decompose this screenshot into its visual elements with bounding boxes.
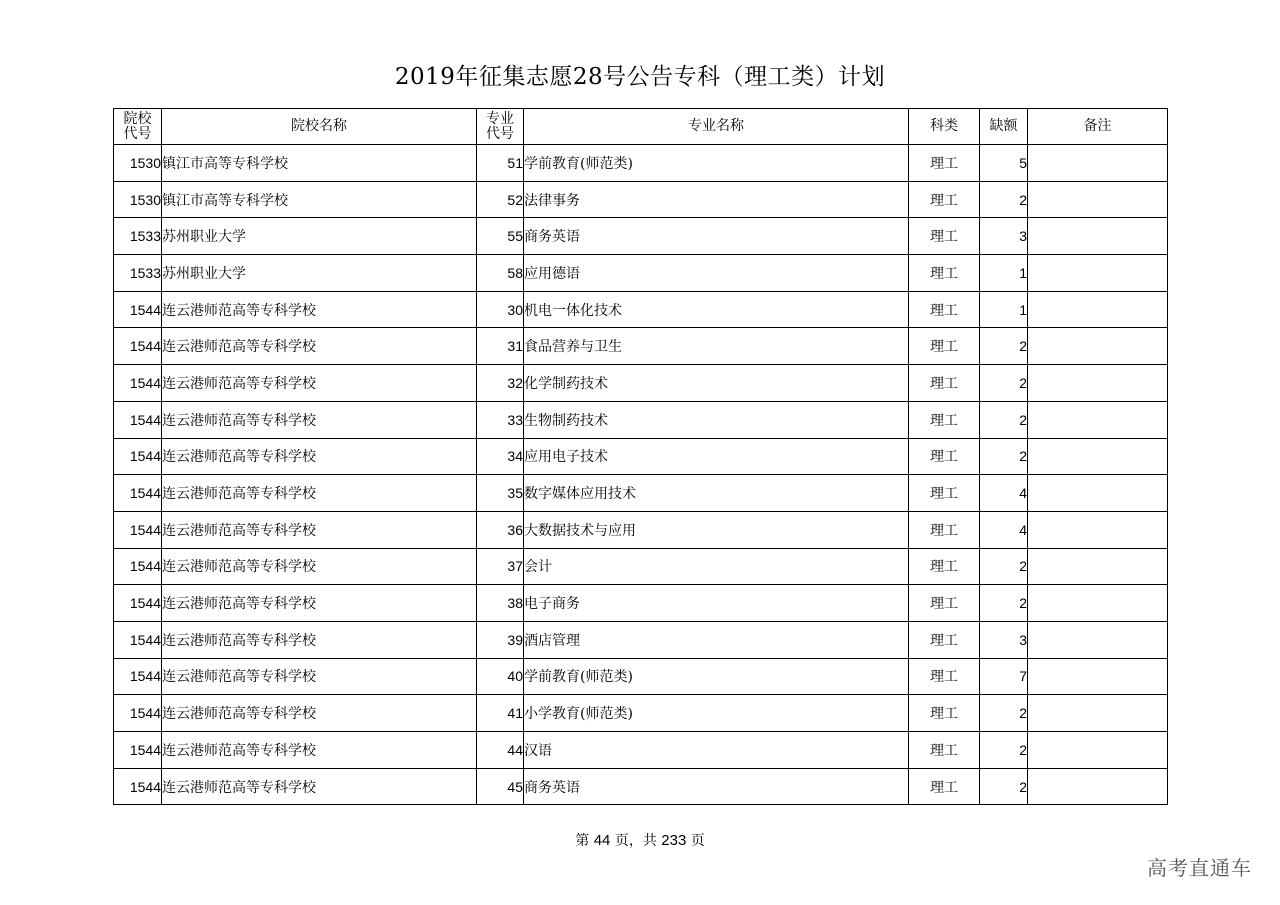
cell-school-code: 1544 [114, 585, 162, 622]
cell-major-name: 生物制药技术 [524, 401, 909, 438]
cell-vacancies: 1 [980, 255, 1028, 292]
header-major-code-line2: 代号 [486, 125, 514, 142]
cell-school-code: 1544 [114, 328, 162, 365]
cell-school-name: 连云港师范高等专科学校 [162, 658, 477, 695]
cell-vacancies: 2 [980, 365, 1028, 402]
cell-major-name: 法律事务 [524, 181, 909, 218]
header-major-name: 专业名称 [524, 109, 909, 145]
cell-major-code: 31 [477, 328, 524, 365]
page-number: 44 [593, 832, 611, 849]
cell-notes [1028, 255, 1168, 292]
header-category: 科类 [909, 109, 980, 145]
table-header [114, 109, 1168, 145]
header-school-code-line2: 代号 [123, 125, 152, 142]
cell-major-code: 58 [477, 255, 524, 292]
cell-school-code: 1544 [114, 621, 162, 658]
cell-major-name: 会计 [524, 548, 909, 585]
cell-school-code: 1544 [114, 548, 162, 585]
cell-major-name: 应用德语 [524, 255, 909, 292]
cell-vacancies: 2 [980, 438, 1028, 475]
cell-category: 理工 [909, 438, 980, 475]
cell-category: 理工 [909, 145, 980, 182]
cell-major-name: 化学制药技术 [524, 365, 909, 402]
cell-school-name: 连云港师范高等专科学校 [162, 695, 477, 732]
cell-school-code: 1544 [114, 475, 162, 512]
cell-school-code: 1530 [114, 181, 162, 218]
table-row [114, 365, 1168, 402]
cell-vacancies: 2 [980, 695, 1028, 732]
cell-category: 理工 [909, 621, 980, 658]
table-row [114, 255, 1168, 292]
cell-major-name: 机电一体化技术 [524, 291, 909, 328]
cell-notes [1028, 181, 1168, 218]
cell-notes [1028, 732, 1168, 769]
cell-notes [1028, 621, 1168, 658]
cell-major-name: 电子商务 [524, 585, 909, 622]
header-school-code [114, 109, 162, 145]
cell-major-code: 32 [477, 365, 524, 402]
table-row [114, 218, 1168, 255]
cell-major-code: 41 [477, 695, 524, 732]
cell-school-name: 连云港师范高等专科学校 [162, 732, 477, 769]
cell-vacancies: 3 [980, 621, 1028, 658]
cell-school-code: 1533 [114, 255, 162, 292]
cell-notes [1028, 145, 1168, 182]
cell-category: 理工 [909, 291, 980, 328]
cell-category: 理工 [909, 328, 980, 365]
cell-vacancies: 3 [980, 218, 1028, 255]
cell-major-name: 食品营养与卫生 [524, 328, 909, 365]
page-suffix: 页 [690, 833, 705, 849]
header-row [114, 109, 1168, 145]
cell-school-name: 连云港师范高等专科学校 [162, 291, 477, 328]
cell-notes [1028, 658, 1168, 695]
cell-school-code: 1544 [114, 291, 162, 328]
cell-vacancies: 4 [980, 511, 1028, 548]
table-row [114, 328, 1168, 365]
cell-major-name: 学前教育(师范类) [524, 145, 909, 182]
cell-major-name: 小学教育(师范类) [524, 695, 909, 732]
cell-vacancies: 1 [980, 291, 1028, 328]
cell-school-code: 1544 [114, 365, 162, 402]
header-vacancies: 缺额 [980, 109, 1028, 145]
cell-vacancies: 5 [980, 145, 1028, 182]
cell-major-code: 34 [477, 438, 524, 475]
cell-major-name: 汉语 [524, 732, 909, 769]
page-footer [0, 830, 1280, 850]
cell-category: 理工 [909, 768, 980, 805]
cell-vacancies: 2 [980, 585, 1028, 622]
cell-vacancies: 2 [980, 768, 1028, 805]
cell-category: 理工 [909, 695, 980, 732]
cell-major-name: 大数据技术与应用 [524, 511, 909, 548]
table-row [114, 732, 1168, 769]
cell-category: 理工 [909, 585, 980, 622]
cell-school-name: 连云港师范高等专科学校 [162, 328, 477, 365]
cell-notes [1028, 438, 1168, 475]
cell-major-code: 52 [477, 181, 524, 218]
table-row [114, 768, 1168, 805]
cell-category: 理工 [909, 181, 980, 218]
table-row [114, 145, 1168, 182]
cell-major-code: 36 [477, 511, 524, 548]
table-row [114, 585, 1168, 622]
cell-major-code: 39 [477, 621, 524, 658]
table-row [114, 401, 1168, 438]
cell-category: 理工 [909, 511, 980, 548]
cell-category: 理工 [909, 475, 980, 512]
total-pages: 233 [661, 832, 687, 849]
cell-notes [1028, 475, 1168, 512]
cell-major-name: 商务英语 [524, 218, 909, 255]
cell-school-name: 连云港师范高等专科学校 [162, 401, 477, 438]
cell-school-name: 连云港师范高等专科学校 [162, 438, 477, 475]
page-middle: 页，共 [614, 833, 657, 849]
cell-major-name: 商务英语 [524, 768, 909, 805]
cell-school-code: 1544 [114, 695, 162, 732]
cell-school-code: 1533 [114, 218, 162, 255]
cell-vacancies: 2 [980, 732, 1028, 769]
cell-school-code: 1544 [114, 732, 162, 769]
cell-vacancies: 4 [980, 475, 1028, 512]
cell-major-code: 40 [477, 658, 524, 695]
cell-notes [1028, 291, 1168, 328]
cell-category: 理工 [909, 401, 980, 438]
cell-major-code: 44 [477, 732, 524, 769]
cell-school-name: 连云港师范高等专科学校 [162, 585, 477, 622]
cell-notes [1028, 548, 1168, 585]
cell-notes [1028, 695, 1168, 732]
cell-school-code: 1544 [114, 438, 162, 475]
cell-school-code: 1530 [114, 145, 162, 182]
table-body [114, 145, 1168, 805]
cell-school-name: 苏州职业大学 [162, 255, 477, 292]
cell-notes [1028, 511, 1168, 548]
header-major-code-line1: 专业 [486, 110, 514, 127]
header-school-code-line1: 院校 [123, 110, 152, 127]
table-row [114, 548, 1168, 585]
table-row [114, 438, 1168, 475]
cell-category: 理工 [909, 218, 980, 255]
cell-vacancies: 7 [980, 658, 1028, 695]
header-notes: 备注 [1028, 109, 1168, 145]
table-row [114, 291, 1168, 328]
cell-school-name: 连云港师范高等专科学校 [162, 621, 477, 658]
header-major-code [477, 109, 524, 145]
cell-major-code: 38 [477, 585, 524, 622]
watermark: 高考直通车 [1147, 856, 1252, 880]
cell-category: 理工 [909, 658, 980, 695]
cell-major-name: 应用电子技术 [524, 438, 909, 475]
cell-major-code: 37 [477, 548, 524, 585]
cell-school-code: 1544 [114, 511, 162, 548]
cell-school-name: 连云港师范高等专科学校 [162, 768, 477, 805]
cell-notes [1028, 328, 1168, 365]
cell-school-name: 苏州职业大学 [162, 218, 477, 255]
cell-major-name: 酒店管理 [524, 621, 909, 658]
page-prefix: 第 [575, 833, 590, 849]
cell-vacancies: 2 [980, 401, 1028, 438]
cell-major-code: 35 [477, 475, 524, 512]
table-row [114, 475, 1168, 512]
cell-school-name: 镇江市高等专科学校 [162, 145, 477, 182]
cell-major-name: 学前教育(师范类) [524, 658, 909, 695]
cell-category: 理工 [909, 365, 980, 402]
cell-vacancies: 2 [980, 548, 1028, 585]
cell-notes [1028, 585, 1168, 622]
cell-category: 理工 [909, 548, 980, 585]
cell-school-code: 1544 [114, 658, 162, 695]
cell-school-name: 连云港师范高等专科学校 [162, 475, 477, 512]
cell-notes [1028, 218, 1168, 255]
cell-major-name: 数字媒体应用技术 [524, 475, 909, 512]
table-row [114, 695, 1168, 732]
cell-major-code: 33 [477, 401, 524, 438]
table-row [114, 181, 1168, 218]
header-school-name: 院校名称 [162, 109, 477, 145]
cell-major-code: 30 [477, 291, 524, 328]
cell-vacancies: 2 [980, 181, 1028, 218]
cell-school-code: 1544 [114, 401, 162, 438]
table-row [114, 658, 1168, 695]
cell-school-code: 1544 [114, 768, 162, 805]
cell-category: 理工 [909, 255, 980, 292]
table-row [114, 621, 1168, 658]
cell-school-name: 镇江市高等专科学校 [162, 181, 477, 218]
cell-major-code: 51 [477, 145, 524, 182]
cell-major-code: 55 [477, 218, 524, 255]
cell-notes [1028, 401, 1168, 438]
cell-category: 理工 [909, 732, 980, 769]
cell-school-name: 连云港师范高等专科学校 [162, 548, 477, 585]
cell-major-code: 45 [477, 768, 524, 805]
cell-notes [1028, 365, 1168, 402]
cell-school-name: 连云港师范高等专科学校 [162, 511, 477, 548]
table-row [114, 511, 1168, 548]
enrollment-plan-table [113, 108, 1168, 805]
document-title: 2019年征集志愿28号公告专科（理工类）计划 [394, 64, 886, 90]
cell-notes [1028, 768, 1168, 805]
cell-school-name: 连云港师范高等专科学校 [162, 365, 477, 402]
cell-vacancies: 2 [980, 328, 1028, 365]
